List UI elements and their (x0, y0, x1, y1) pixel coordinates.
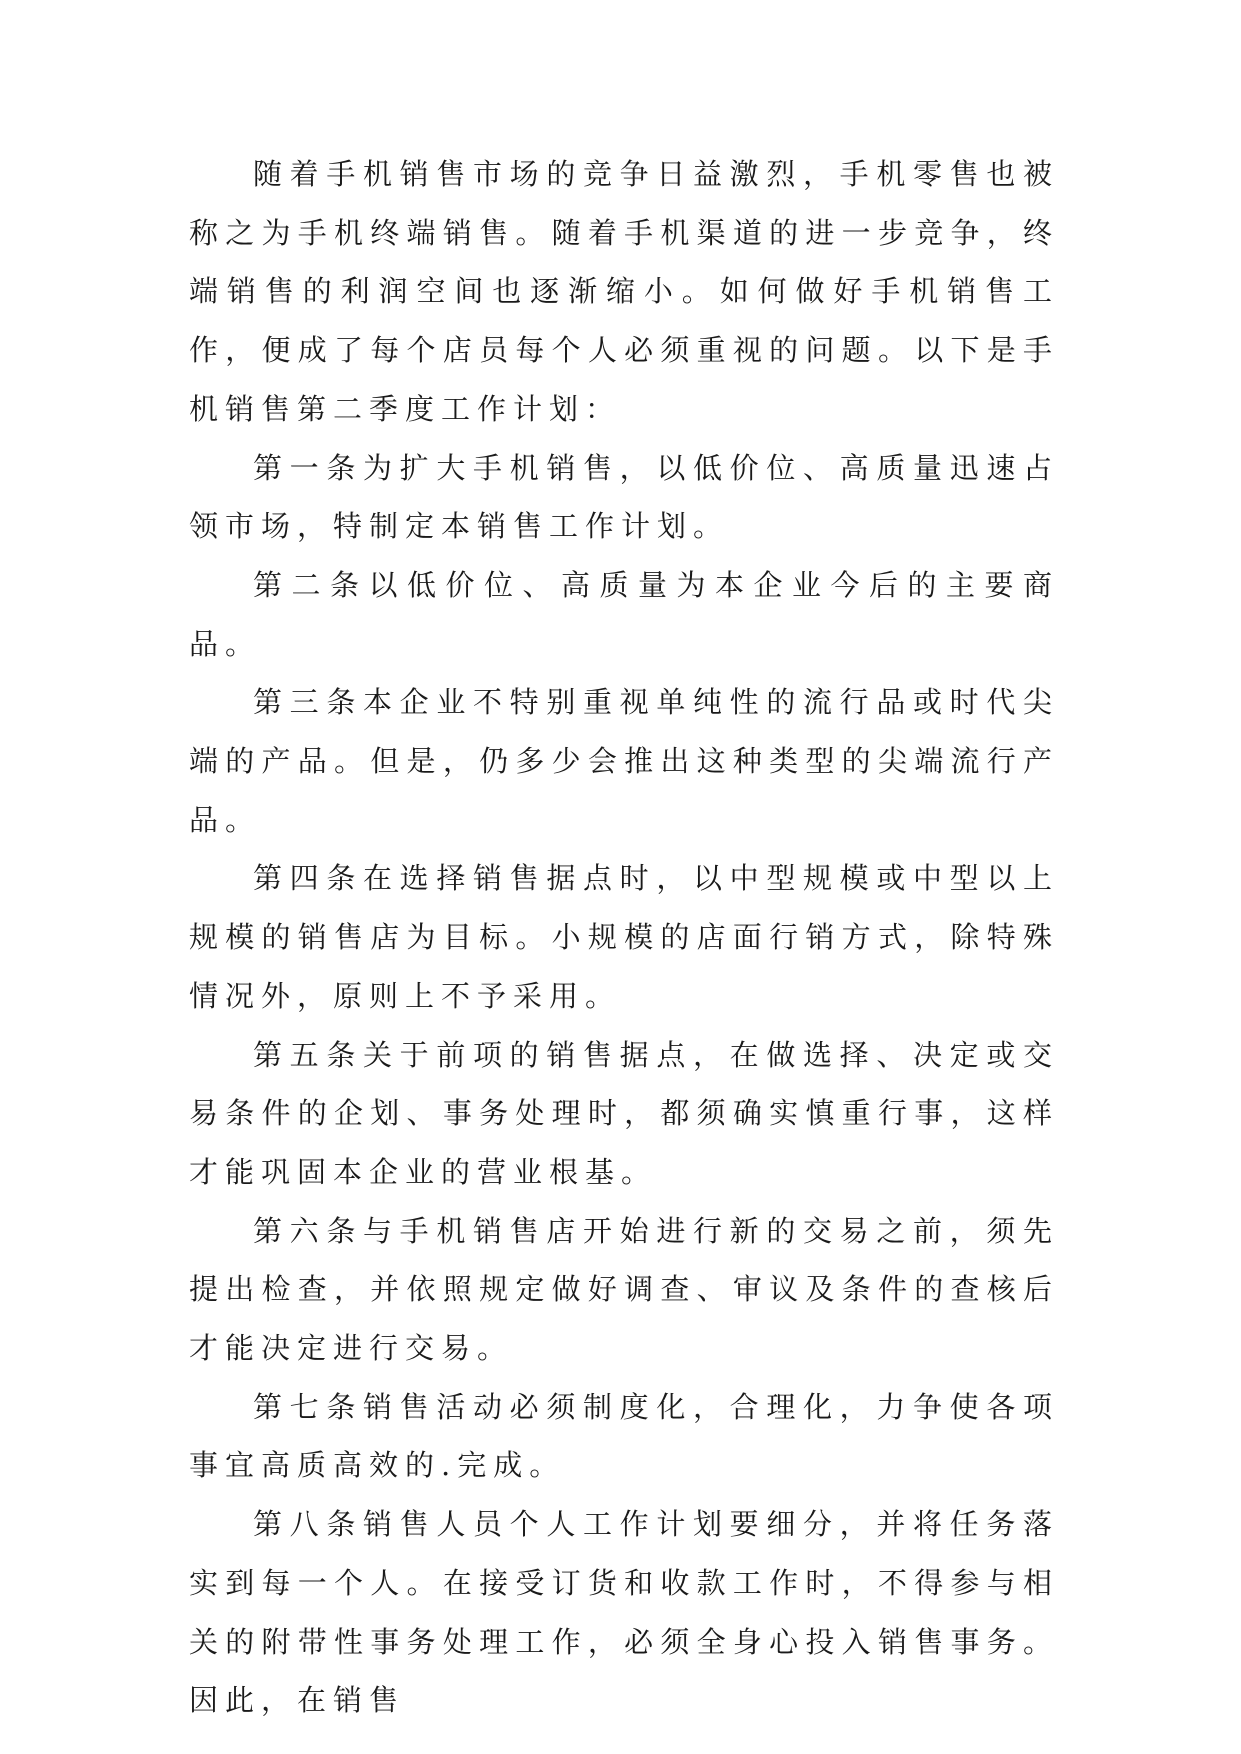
article-4-paragraph: 第四条在选择销售据点时，以中型规模或中型以上规模的销售店为目标。小规模的店面行销方式，除特殊情况外，原则上不予采用。 (189, 861, 1059, 1013)
article-6-paragraph: 第六条与手机销售店开始进行新的交易之前，须先提出检查，并依照规定做好调查、审议及条件的查核后才能决定进行交易。 (189, 1213, 1059, 1366)
article-2-paragraph: 第二条以低价位、高质量为本企业今后的主要商品。 (189, 567, 1059, 661)
article-1-paragraph: 第一条为扩大手机销售，以低价位、高质量迅速占领市场，特制定本销售工作计划。 (189, 450, 1059, 544)
article-7-paragraph: 第七条销售活动必须制度化，合理化，力争使各项事宜高质高效的.完成。 (189, 1389, 1059, 1483)
intro-paragraph: 随着手机销售市场的竞争日益激烈，手机零售也被称之为手机终端销售。随着手机渠道的进一步竞争，终端销售的利润空间也逐渐缩小。如何做好手机销售工作，便成了每个店员每个人必须重视的问题。以下是手机销售第二季度工作计划： (189, 157, 1059, 426)
article-5-paragraph: 第五条关于前项的销售据点，在做选择、决定或交易条件的企划、事务处理时，都须确实慎重行事，这样才能巩固本企业的营业根基。 (189, 1037, 1059, 1189)
article-8-paragraph: 第八条销售人员个人工作计划要细分，并将任务落实到每一个人。在接受订货和收款工作时，不得参与相关的附带性事务处理工作，必须全身心投入销售事务。因此，在销售 (189, 1507, 1059, 1718)
document-body (189, 145, 1059, 1730)
article-3-paragraph: 第三条本企业不特别重视单纯性的流行品或时代尖端的产品。但是，仍多少会推出这种类型的尖端流行产品。 (189, 685, 1059, 837)
